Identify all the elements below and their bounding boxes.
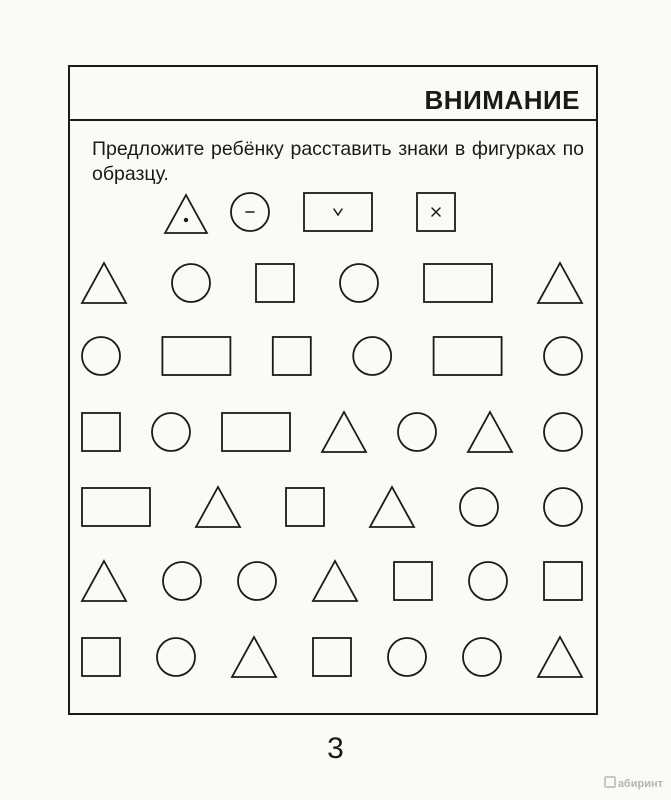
circle-shape — [172, 264, 210, 302]
triangle-shape — [232, 637, 276, 677]
triangle-shape — [468, 412, 512, 452]
shape-row — [82, 412, 582, 452]
labirint-logo-icon — [604, 776, 616, 788]
sample-legend — [165, 193, 455, 233]
circle-shape — [544, 337, 582, 375]
circle-shape — [463, 638, 501, 676]
wide-rectangle-shape — [434, 337, 502, 375]
publisher-watermark — [604, 776, 663, 790]
wide-rectangle-shape — [222, 413, 290, 451]
triangle-shape — [165, 195, 207, 233]
circle-shape — [152, 413, 190, 451]
shape-rows — [82, 263, 582, 677]
square-shape — [82, 638, 120, 676]
dot-sign-icon — [184, 218, 188, 222]
page-number: 3 — [327, 732, 344, 765]
circle-shape — [82, 337, 120, 375]
shape-row — [82, 263, 582, 303]
triangle-shape — [538, 637, 582, 677]
circle-shape — [469, 562, 507, 600]
shape-row — [82, 637, 582, 677]
square-shape — [82, 413, 120, 451]
instruction-text: Предложите ребёнку расставить знаки в фигурках по образцу. — [92, 138, 584, 185]
circle-shape — [398, 413, 436, 451]
shape-row — [82, 561, 582, 601]
cross-sign-icon — [432, 208, 440, 216]
circle-shape — [544, 413, 582, 451]
triangle-shape — [82, 263, 126, 303]
square-shape — [256, 264, 294, 302]
worksheet-heading: ВНИМАНИЕ — [424, 85, 580, 115]
square-shape — [544, 562, 582, 600]
check-sign-icon — [334, 209, 342, 215]
triangle-shape — [322, 412, 366, 452]
circle-shape — [340, 264, 378, 302]
triangle-shape — [196, 487, 240, 527]
triangle-shape — [538, 263, 582, 303]
circle-shape — [353, 337, 391, 375]
shape-row — [82, 337, 582, 375]
square-shape — [286, 488, 324, 526]
circle-shape — [238, 562, 276, 600]
triangle-shape — [82, 561, 126, 601]
watermark-text: абиринт — [617, 778, 663, 790]
circle-shape — [388, 638, 426, 676]
triangle-shape — [313, 561, 357, 601]
circle-shape — [460, 488, 498, 526]
wide-rectangle-shape — [162, 337, 230, 375]
circle-shape — [163, 562, 201, 600]
wide-rectangle-shape — [82, 488, 150, 526]
square-shape — [394, 562, 432, 600]
wide-rectangle-shape — [424, 264, 492, 302]
wide-rectangle-shape — [304, 193, 372, 231]
shape-row — [82, 487, 582, 527]
triangle-shape — [370, 487, 414, 527]
circle-shape — [544, 488, 582, 526]
square-shape — [313, 638, 351, 676]
square-shape — [273, 337, 311, 375]
circle-shape — [157, 638, 195, 676]
